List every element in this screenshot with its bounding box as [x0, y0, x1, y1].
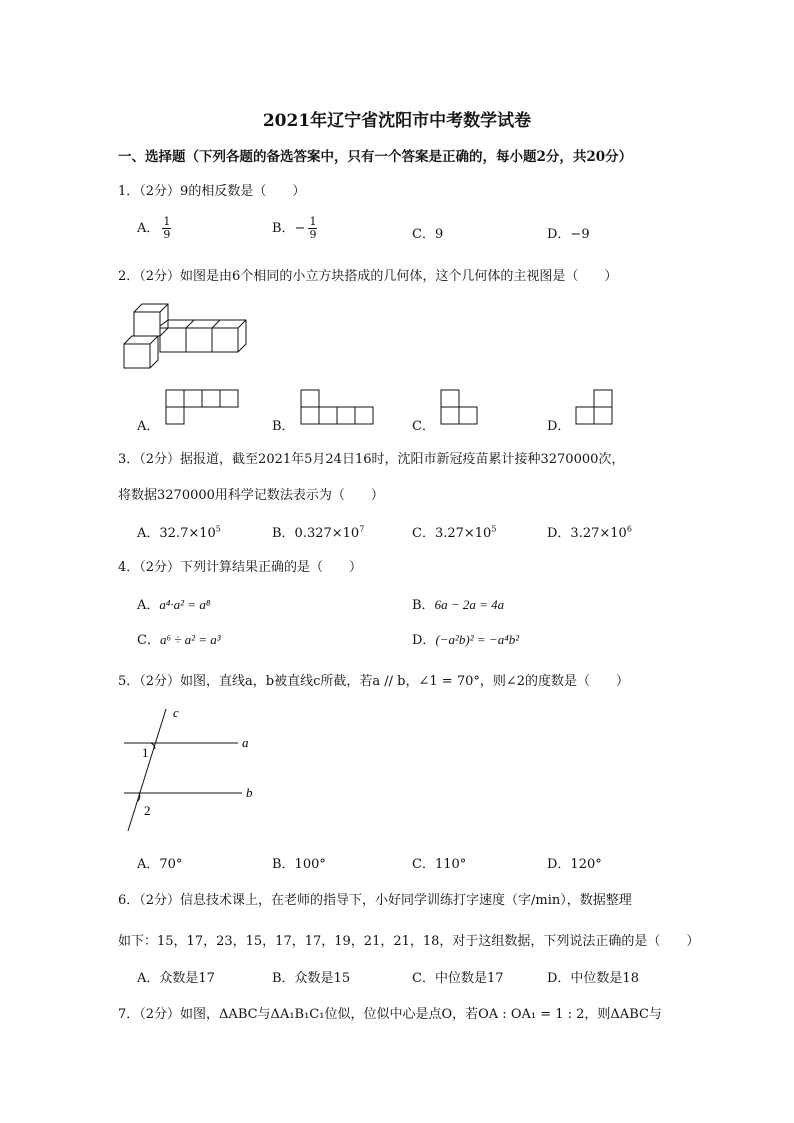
question-5-option-c: C．110°: [412, 857, 467, 872]
exponent: 5: [491, 524, 497, 534]
question-7-stem: 7．（2分）如图，ΔABC与ΔA₁B₁C₁位似，位似中心是点O，若OA : OA₁ = 1 : 2，则ΔABC与: [118, 1007, 662, 1022]
option-a-label: A．: [137, 221, 160, 236]
question-1-option-b: [272, 216, 317, 241]
option-c-label: C．: [137, 633, 160, 648]
line-a-label: a: [242, 735, 249, 750]
cube-solid-figure: [122, 298, 252, 370]
option-a-label: A．32.7×10: [137, 526, 216, 541]
question-6-stem-line-1: 6．（2分）信息技术课上，在老师的指导下，小好同学训练打字速度（字/min），数据整理: [118, 893, 632, 908]
question-3-stem-line-2: 将数据3270000用科学记数法表示为（ ）: [118, 488, 384, 503]
question-1-stem: 1．（2分）9的相反数是（ ）: [118, 184, 306, 199]
exponent: 5: [215, 524, 221, 534]
option-d-expression: (−a²b)² = −a⁴b²: [435, 632, 520, 647]
question-2-option-d-label: D．: [547, 419, 571, 434]
question-6-option-a: A．众数是17: [137, 971, 215, 986]
question-3-option-c: [412, 522, 496, 541]
question-5-option-a: A．70°: [137, 857, 183, 872]
fraction-denominator: 9: [163, 228, 171, 241]
option-d-view-figure: [575, 389, 613, 425]
option-c-view-figure: [440, 389, 478, 425]
option-c-label: C．3.27×10: [412, 526, 492, 541]
fraction: [308, 216, 317, 241]
question-2-option-c-label: C．: [412, 419, 435, 434]
parallel-lines-figure: [118, 705, 268, 835]
question-4-stem: 4．（2分）下列计算结果正确的是（ ）: [118, 560, 363, 575]
question-4-option-a: [137, 594, 210, 613]
question-3-stem-line-1: 3．（2分）据报道，截至2021年5月24日16时，沈阳市新冠疫苗累计接种3270000次，: [118, 452, 625, 467]
question-4-option-d: [412, 629, 519, 648]
exponent: 6: [626, 524, 632, 534]
question-6-option-c: C．中位数是17: [412, 971, 504, 986]
option-b-view-figure: [300, 389, 374, 425]
option-b-label: B．: [412, 598, 435, 613]
option-b-expression: 6a − 2a = 4a: [434, 597, 505, 612]
fraction: [162, 216, 171, 241]
option-a-label: A．: [137, 598, 160, 613]
option-a-view-figure: [165, 389, 239, 425]
fraction-numerator: 1: [163, 215, 171, 228]
question-2-stem: 2．（2分）如图是由6个相同的小立方块搭成的几何体，这个几何体的主视图是（ ）: [118, 269, 618, 284]
question-3-option-d: [547, 522, 632, 541]
option-d-label: D．: [412, 633, 436, 648]
question-5-option-d: D．120°: [547, 857, 602, 872]
option-b-label: B．−: [272, 221, 306, 236]
section-heading: 一、选择题（下列各题的备选答案中，只有一个答案是正确的，每小题2分，共20分）: [118, 149, 633, 165]
question-2-option-a-label: A．: [137, 419, 160, 434]
fraction-numerator: 1: [309, 215, 317, 228]
exponent: 7: [359, 524, 365, 534]
question-3-option-a: [137, 522, 221, 541]
question-6-stem-line-2: 如下：15，17，23，15，17，17，19，21，21，18，对于这组数据，下列说法正确的是（ ）: [118, 934, 700, 949]
question-4-option-b: [412, 594, 504, 613]
fraction-denominator: 9: [309, 228, 317, 241]
page-title: 2021年辽宁省沈阳市中考数学试卷: [262, 111, 532, 131]
option-a-expression: a⁴·a² = a⁸: [159, 597, 211, 612]
angle-2-label: 2: [144, 803, 151, 818]
question-1-option-d: D．−9: [547, 227, 590, 242]
option-b-label: B．0.327×10: [272, 526, 360, 541]
question-6-option-d: D．中位数是18: [547, 971, 639, 986]
question-6-option-b: B．众数是15: [272, 971, 351, 986]
angle-1-label: 1: [142, 745, 149, 760]
question-5-option-b: B．100°: [272, 857, 326, 872]
question-4-option-c: [137, 629, 221, 648]
option-c-expression: a⁶ ÷ a² = a³: [159, 632, 221, 647]
line-b-label: b: [246, 785, 253, 800]
option-d-label: D．3.27×10: [547, 526, 627, 541]
question-1-option-c: C．9: [412, 227, 444, 242]
question-2-option-b-label: B．: [272, 419, 295, 434]
question-5-stem: 5．（2分）如图，直线a，b被直线c所截，若a // b，∠1 = 70°，则∠2的度数是（ ）: [118, 674, 630, 689]
line-c-label: c: [173, 705, 179, 720]
question-1-option-a: [137, 216, 171, 241]
question-3-option-b: [272, 522, 364, 541]
